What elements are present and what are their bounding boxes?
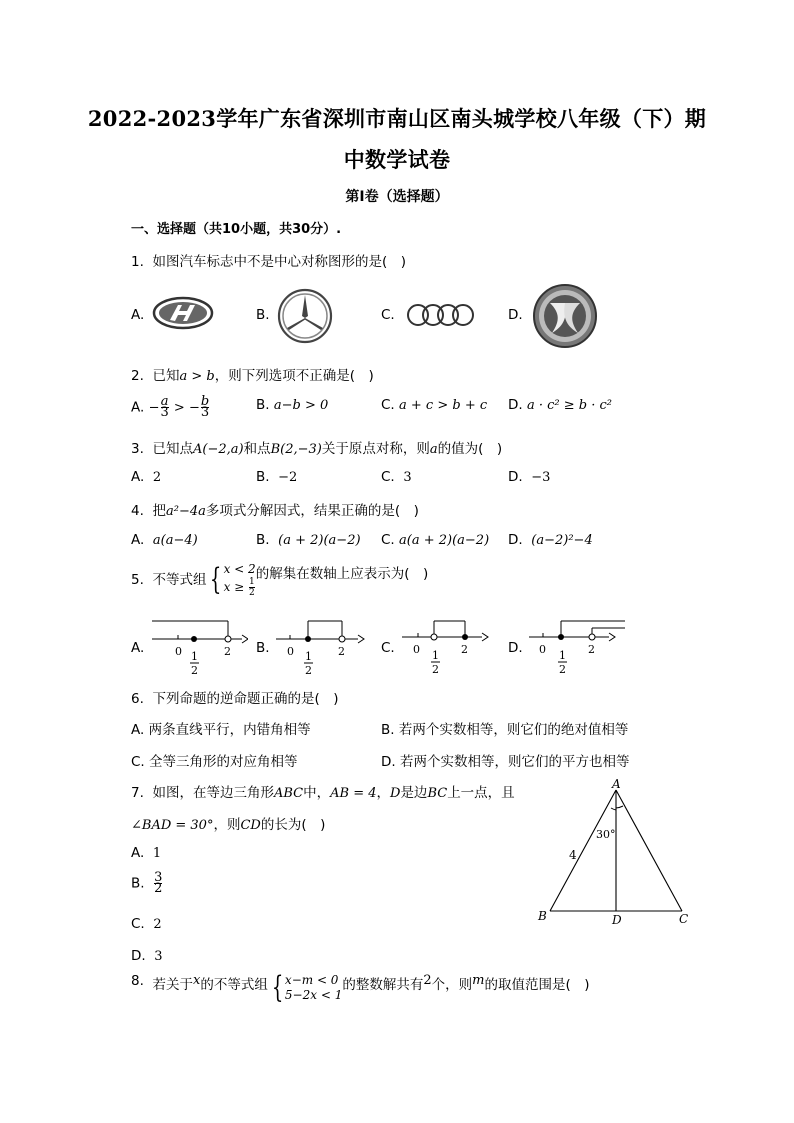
q2-option-a: A. − $\frac{a}{3}$ > − $\frac{b}{3}$ <box>131 394 210 420</box>
svg-text:1: 1 <box>305 650 312 663</box>
q4-option-b: B. (a + 2)(a−2) <box>256 532 361 548</box>
q4-option-a: A. a(a−4) <box>131 532 198 548</box>
svg-text:0: 0 <box>287 645 294 658</box>
svg-text:2: 2 <box>338 645 345 658</box>
vertex-a-label: A <box>612 778 621 791</box>
q7-option-c: C. 2 <box>131 916 162 932</box>
q5-option-b-label: B. <box>256 640 270 656</box>
q5-option-c-label: C. <box>381 640 395 656</box>
q1-option-a-hyundai-logo-icon <box>152 292 214 334</box>
angle-bad-label: 30° <box>596 828 616 841</box>
q7-option-d: D. 3 <box>131 948 163 964</box>
q6-option-a: A. 两条直线平行，内错角相等 <box>131 722 311 738</box>
svg-text:2: 2 <box>559 663 566 676</box>
q1-option-a-label: A. <box>131 307 145 323</box>
q3-option-c: C. 3 <box>381 469 412 485</box>
svg-text:1: 1 <box>191 650 198 663</box>
q1-option-c-audi-rings-icon <box>406 302 476 328</box>
question-6: 6. 下列命题的逆命题正确的是( ) <box>131 691 339 707</box>
svg-text:0: 0 <box>539 643 546 656</box>
volume-heading: 第I卷（选择题） <box>345 189 449 205</box>
question-7-line2: ∠BAD = 30°，则CD的长为( ) <box>131 817 326 833</box>
svg-text:2: 2 <box>588 643 595 656</box>
q4-option-d: D. (a−2)²−4 <box>508 532 593 548</box>
question-1: 1. 如图汽车标志中不是中心对称图形的是( ) <box>131 254 407 270</box>
question-3: 3. 已知点A(−2,a)和点B(2,−3)关于原点对称，则a的值为( ) <box>131 441 503 457</box>
q1-option-b-label: B. <box>256 307 270 323</box>
q3-option-b: B. −2 <box>256 469 298 485</box>
q2-option-c: C. a + c > b + c <box>381 397 488 413</box>
q6-option-c: C. 全等三角形的对应角相等 <box>131 754 298 770</box>
svg-text:0: 0 <box>413 643 420 656</box>
svg-text:0: 0 <box>175 645 182 658</box>
question-5: 5. 不等式组 { x < 2 x ≥ $\frac{1}{2}$ 的解集在数轴上应表示为( ) <box>131 562 429 598</box>
svg-text:2: 2 <box>461 643 468 656</box>
svg-text:2: 2 <box>224 645 231 658</box>
q2-option-d: D. a · c² ≥ b · c² <box>508 397 612 413</box>
exam-title-line1: 2022-2023学年广东省深圳市南山区南头城学校八年级（下）期 <box>87 106 707 131</box>
side-ab-length-label: 4 <box>569 848 577 862</box>
question-4: 4. 把a²−4a多项式分解因式，结果正确的是( ) <box>131 503 419 519</box>
q1-option-d-label: D. <box>508 307 523 323</box>
q3-option-a: A. 2 <box>131 469 162 485</box>
svg-text:2: 2 <box>432 663 439 676</box>
vertex-c-label: C <box>679 912 689 926</box>
svg-text:1: 1 <box>559 649 566 662</box>
vertex-b-label: B <box>538 909 547 923</box>
q5-option-b-number-line <box>272 612 372 680</box>
section-heading: 一、选择题（共10小题，共30分）. <box>131 222 342 237</box>
q6-option-b: B. 若两个实数相等，则它们的绝对值相等 <box>381 722 629 738</box>
q5-option-d-label: D. <box>508 640 523 656</box>
point-d-label: D <box>612 913 622 927</box>
q2-option-b: B. a−b > 0 <box>256 397 329 413</box>
q7-triangle-figure <box>532 778 702 930</box>
q1-option-b-mercedes-logo-icon <box>277 288 333 344</box>
question-7-line1: 7. 如图，在等边三角形ABC中，AB = 4，D是边BC上一点，且 <box>131 785 515 801</box>
q3-option-d: D. −3 <box>508 469 551 485</box>
q7-option-b: B. $\frac{3}{2}$ <box>131 870 163 896</box>
question-8: 8. 若关于x的不等式组 { x−m < 0 5−2x < 1 的整数解共有2个，则m的取值范围是( ) <box>131 970 590 1005</box>
q5-option-a-number-line <box>148 612 248 680</box>
q7-option-a: A. 1 <box>131 845 162 861</box>
svg-text:2: 2 <box>191 664 198 677</box>
q5-option-d-number-line <box>525 612 630 680</box>
svg-text:1: 1 <box>432 649 439 662</box>
exam-title-line2: 中数学试卷 <box>343 147 451 172</box>
q1-option-d-dongfeng-logo-icon <box>530 283 600 349</box>
svg-text:2: 2 <box>305 664 312 677</box>
q5-option-a-label: A. <box>131 640 145 656</box>
question-2: 2. 已知a > b，则下列选项不正确是( ) <box>131 368 374 384</box>
q4-option-c: C. a(a + 2)(a−2) <box>381 532 490 548</box>
q6-option-d: D. 若两个实数相等，则它们的平方也相等 <box>381 754 630 770</box>
q5-option-c-number-line <box>398 612 498 680</box>
q1-option-c-label: C. <box>381 307 395 323</box>
